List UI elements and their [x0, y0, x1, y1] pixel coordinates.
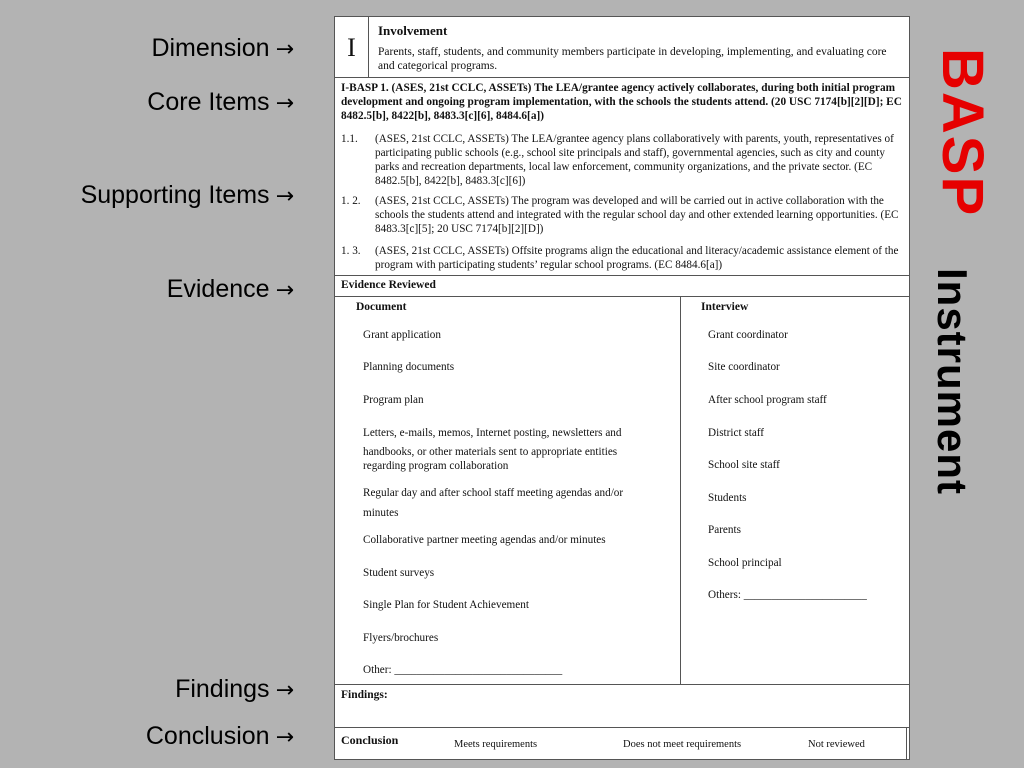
label-evidence: Evidence →: [166, 275, 294, 303]
conclusion-option-does-not-meet: Does not meet requirements: [623, 739, 742, 750]
divider: [906, 727, 907, 759]
interview-item-others: Others: ______________________: [708, 589, 867, 601]
vertical-title-basp: BASP: [930, 48, 995, 218]
interview-item: Grant coordinator: [708, 329, 788, 341]
label-core-items: Core Items →: [147, 88, 294, 116]
basp-form-document: [334, 16, 910, 760]
arrow-right-icon: →: [275, 678, 294, 703]
interview-item: District staff: [708, 427, 765, 439]
supporting-item-text: (ASES, 21st CCLC, ASSETs) Offsite programs align the educational and literacy/academic assistance element of the program with participating students’ regular school programs. (EC 8484.6[a]): [375, 245, 899, 271]
supporting-item-text: (ASES, 21st CCLC, ASSETs) The LEA/grantee agency plans collaboratively with parents, youth, representatives of participating public schools (e.g., school site principals and staff), governmental agencies, such as city and county parks and recreation departments, local law enforcement, community organizations, and the private sector. (EC 8482.5[b], 8422[b], 8483.3[c][6]): [375, 133, 894, 187]
supporting-item-text: (ASES, 21st CCLC, ASSETs) The program was developed and will be carried out in active collaboration with the schools the students attend and integrated with the regular school day and other extended learning opportunities. (EC 8483.3[c][5]; 20 USC 7174[b][2][D]): [375, 195, 899, 235]
core-item: I-BASP 1. (ASES, 21st CCLC, ASSETs) The LEA/grantee agency actively collaborates, during both initial program development and ongoing program implementation, with the schools the students attend. (20 USC 7174[b][2][D]; EC 8482.5[b], 8422[b], 8483.3[c][6], 8484.6[a]): [341, 82, 902, 122]
supporting-item-number: 1. 2.: [341, 195, 361, 207]
label-findings: Findings →: [175, 675, 294, 703]
dimension-letter: I: [335, 17, 369, 77]
divider: [335, 727, 909, 728]
arrow-right-icon: →: [275, 37, 294, 62]
interview-item: Parents: [708, 524, 741, 536]
dimension-title: Involvement: [378, 23, 448, 38]
arrow-right-icon: →: [275, 725, 294, 750]
label-dimension: Dimension →: [151, 34, 294, 62]
label-conclusion: Conclusion →: [145, 722, 294, 750]
document-item-other: Other: ______________________________: [363, 664, 563, 676]
interview-item: After school program staff: [708, 394, 827, 406]
supporting-item-number: 1. 3.: [341, 245, 361, 257]
conclusion-option-meets: Meets requirements: [454, 739, 538, 750]
interview-item: School site staff: [708, 459, 780, 471]
supporting-item: [341, 132, 905, 188]
dimension-description: Parents, staff, students, and community members participate in developing, implementing, and evaluating core and categorical programs.: [378, 46, 887, 72]
arrow-right-icon: →: [275, 91, 294, 116]
document-item: Program plan: [363, 394, 424, 406]
document-item: Planning documents: [363, 361, 455, 373]
conclusion-heading: Conclusion: [341, 733, 399, 747]
supporting-item-number: 1.1.: [341, 133, 358, 145]
document-item: Single Plan for Student Achievement: [363, 599, 529, 611]
document-heading: Document: [356, 301, 407, 313]
evidence-heading: Evidence Reviewed: [341, 279, 436, 291]
column-divider: [680, 296, 681, 684]
interview-item: School principal: [708, 557, 782, 569]
divider: [335, 77, 909, 78]
supporting-item: [341, 244, 905, 272]
arrow-right-icon: →: [275, 184, 294, 209]
document-item: handbooks, or other materials sent to appropriate entities regarding program collaboration: [363, 446, 618, 472]
document-item: Student surveys: [363, 567, 435, 579]
divider: [335, 275, 909, 276]
supporting-item: [341, 194, 905, 236]
document-item: minutes: [363, 507, 399, 519]
interview-item: Students: [708, 492, 747, 504]
vertical-title-instrument: Instrument: [929, 268, 976, 496]
findings-heading: Findings:: [341, 689, 388, 701]
arrow-right-icon: →: [275, 278, 294, 303]
divider: [335, 296, 909, 297]
divider: [335, 684, 909, 685]
document-item: Grant application: [363, 329, 441, 341]
interview-item: Site coordinator: [708, 361, 780, 373]
document-item: Letters, e-mails, memos, Internet posting, newsletters and: [363, 427, 622, 439]
interview-heading: Interview: [701, 301, 749, 313]
conclusion-option-not-reviewed: Not reviewed: [808, 739, 865, 750]
document-item: Flyers/brochures: [363, 632, 439, 644]
label-supporting-items: Supporting Items →: [80, 181, 294, 209]
document-item: Regular day and after school staff meeting agendas and/or: [363, 487, 624, 499]
document-item: Collaborative partner meeting agendas and/or minutes: [363, 534, 606, 546]
